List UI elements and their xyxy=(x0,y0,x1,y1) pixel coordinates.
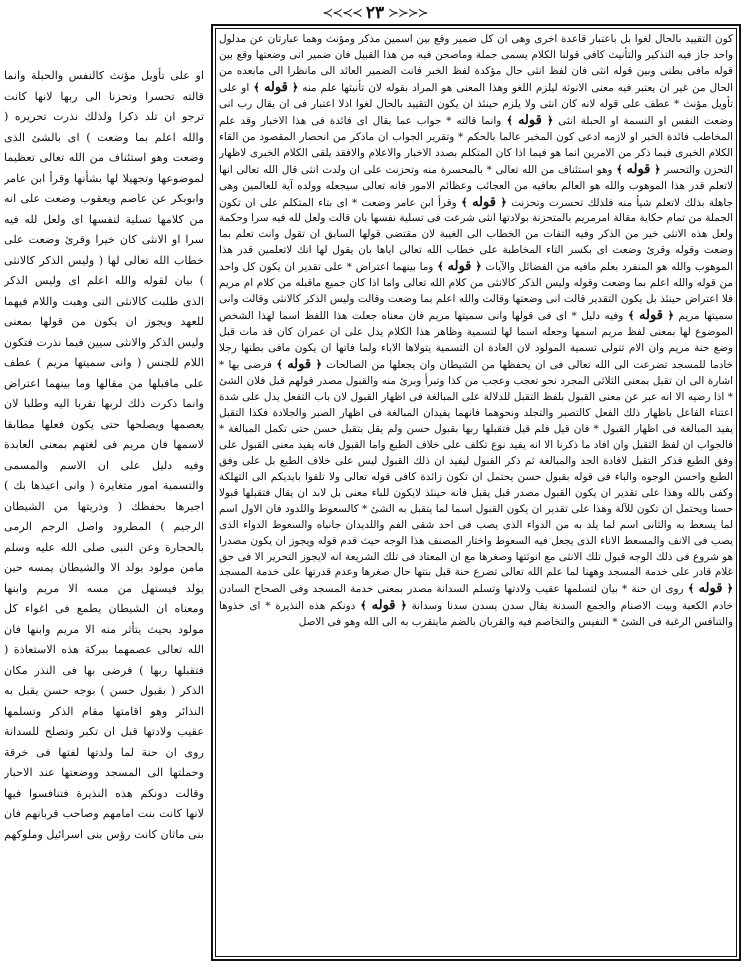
passage-text: وقرأ ابن عامر وضعت * اى بتاء المتكلم على ان تكون الجملة من تمام حكاية مقالة امرمريم بالمتحزنة بولادتها انثى شرعت فى تسلية نفسها بان قالت ولعل لله فيه سرا وحكمة ولعل هذه الانثى خير من الذكر وفيه التفات من الخطاب الى الغيبة لان مقتضى قولها السابق ان تقول وانت تعلم بما وضعت وقوله وقرئ وضعت اى بكسر التاء المخاطبة على خطاب الله تعالى اياها بان يقول لها انك لاتعلمين قدر هذا الموهوب والله هو المنفرد بعلم مافيه من الفضائل والآيات xyxy=(219,196,733,274)
passage-text: دونكم هذه النذيرة * اى خذوها والتنافس الرغبة فى الشئ * النفيس والتخاصم فيه والقربان بالضم مايتقرب به الى الله وهو فى الاصل xyxy=(219,600,733,629)
passage-text: فرضى بها * اشارة الى ان تقبل بمعنى الثلاثى المجرد نحو تعجب وعجب من كذا وتبرأ وبرئ منه والقبول مصدر قولهم قبل فلان الشئ * اذا رضيه الا انه عبر عن معنى القبول بلفظ التقبل للدلالة على المبالغة فى اظهار القبول لان باب التفعل يدل على شدة اعتناء الفاعل باظهار ذلك الفعل كالتصبر والتجلد ونحوهما فانهما يفيدان المبالغة فى اظهار الصبر والجلادة فكذا التقبل يفيد المبالغة فى اظهار القبول * فان قيل فلم قيل فتقبلها ربها بقبول حسن ولم يقل بتقبل حسن حتى تكمل المبالغة * فالجواب ان لفظ التقبل وان افاد ما ذكرنا الا انه يفيد نوع تكلف على خلاف الطبع واما القبول فانه يفيد معنى القبول على وفق الطبع فذكر التقبل لافادة الجد والمبالغة ثم ذكر القبول ليفيد ان ذلك القبول ليس على خلاف الطبع بل على وفق الطبع واحسن الوجوه والباء فى قوله بقبول حسن يحتمل ان تكون زائدة كافى قوله تعالى ولا تلقوا بايديكم الى التهلكة وكفى بالله وهذا على تقدير ان يكون القبول مصدر قبل يقبل فانه حينئذ لايكون للباء معنى بل لابد ان يقال فتقبلها قبولا حسنا ويحتمل ان تكون للآلة وهذا على تقدير ان يكون القبول اسما لما يتقبل به الشئ * كالسعوط واللدود فان الاول اسم لما يسعط به والثانى اسم لما يلد به من الدواء الذى يصب فى احد شقى الفم واللديدان جانباه والسعوط الدواء الذى يصب فى الانف والمسعط الاناء الذى يجعل فيه السعوط واختار المصنف هذا الوجه حيث قدم قوله ويجوز ان يكون مصدرا هو شروع فى ذلك الوجه قبول تلك الانثى مع انوثتها وصغرها مع ان المعتاد فى تلك الشريعة انه لايجوز التحرير الا فى حق غلام قادر على خدمة المسجد وههنا لما علم الله تعالى تضرع حنة قبل بنتها حال صغرها وعدم قدرتها على خدمة المسجد xyxy=(219,359,733,579)
commentary-passage xyxy=(219,583,733,612)
passage-marker: ﴾ xyxy=(249,81,264,94)
commentary-passage xyxy=(219,600,733,628)
passage-marker: ﴾ xyxy=(271,359,288,372)
passage-marker: ﴿ xyxy=(662,310,674,323)
passage-marker: ﴿ xyxy=(287,81,299,94)
passage-marker: ﴾ xyxy=(501,114,518,127)
passage-marker: ﴾ xyxy=(612,163,627,176)
passage-marker: ﴾ xyxy=(683,583,699,596)
page-number: ٢٣ xyxy=(365,2,385,23)
main-commentary-frame xyxy=(211,24,741,961)
margin-quran-commentary: او على تأويل مؤنث كالنفس والحبلة وانما قالته تحسرا وتحزنا الى ربها لانها كانت ترجو ان تلد ذكرا ولذلك نذرت تحريره ( والله اعلم بما وضعت ) اى بالشئ الذى وضعت وهو استئناف من الله تعالى تعظيما لموضوعها وتجهيلا لها بشأنها وقرأ ابن عامر وابوبكر عن عاصم ويعقوب وضعت على انه من كلامها تسلية لنفسها اى ولعل لله فيه سرا او الانثى كان خيرا وقرئ وضعت على خطاب الله تعالى لها ( وليس الذكر كالانثى ) بيان لقوله والله اعلم اى وليس الذكر الذى طلبت كالانثى التى وهبت واللام فيهما للعهد ويجوز ان يكون من قولها بمعنى وليس الذكر والانثى سيين فيما نذرت فتكون اللام للجنس ( وانى سميتها مريم ) عطف على ماقبلها من مقالها وما بينهما اعتراض وانما ذكرت ذلك لربها تقربا اليه وطلبا لان يعصمها ويصلحها حتى يكون فعلها مطابقا لاسمها فان مريم فى لغتهم بمعنى العابدة وفيه دليل على ان الاسم والمسمى والتسمية امور متغايرة ( وانى اعيذها بك ) اجيرها بحفظك ( وذريتها من الشيطان الرجيم ) المطرود واصل الرجم الرمى بالحجارة وعن النبى صلى الله عليه وسلم مامن مولود يولد الا والشيطان يمسه حين يولد فيستهل من مسه الا مريم وابنها ومعناه ان الشيطان يطمع فى اغواء كل مولود بحيث يتأثر منه الا مريم وابنها فان الله تعالى عصمهما ببركة هذه الاستعاذة ( فتقبلها ربها ) فرضى بها فى النذر مكان الذكر ( بقبول حسن ) بوجه حسن يقبل به النذائر وهو اقامتها مقام الذكر وتسلمها عقيب ولادتها قبل ان تكبر وتصلح للسدانة روى ان حنة لما ولدتها لفتها فى خرقة وحملتها الى المسجد ووضعتها عند الاحبار وقالت دونكم هذه النذيرة فتنافسوا فيها لانها كانت بنت امامهم وصاحب قربانهم فان بنى ماثان كانت رؤس بنى اسرائيل وملوكهم xyxy=(4,69,204,841)
passage-marker: ﴾ xyxy=(623,310,640,323)
passage-marker: ﴿ xyxy=(541,114,554,127)
header-ornament-left: ≺≺≺≺ xyxy=(322,5,362,21)
passage-text: كون التقييد بالحال لغوا بل باعتبار قاعدة اخرى وهى ان كل ضمير وقع بين اسمين مذكر ومؤنث وهما عبارتان عن مدلول واحد جاز فيه التذكير والتأنيث كافى قولنا الكلام يسمى جملة وماصحن فيه من هذا القبيل فان ضمير انى وضعتها وقع بين قوله مافى بطنى وبين قوله انثى فان لفظ انثى حال مؤكدة لفظ الخبر فانت الضمير العائد الى مانظرا الى مابعده من الحال من غير ان يعتبر فيه معنى الانوثة ليلزم اللغو وهذا المعنى هو المراد بقوله لان تأنيثها علم منه xyxy=(219,33,733,94)
passage-keyword: قوله xyxy=(517,112,542,128)
passage-marker: ﴾ xyxy=(433,261,448,274)
passage-keyword: قوله xyxy=(263,79,288,95)
passage-marker: ﴿ xyxy=(311,359,322,372)
passage-text: وانما قالته * جواب عما يقال اى فائدة فى هذا الاخبار وقد علم المخاطب فائدة الخبر او لازمه ادعى كون المخبر عالما بالحكم * وتقرير الجواب ان ماذكر من انحصار المقصود من القاء الكلام الخبرى فيما ذكر من الامرين انما هو فيما اذا كان المتكلم بصدد الاخبار والاعلام والافقد يلقى الكلام الخبرى لاظهار التحزن والتحسر xyxy=(219,114,733,176)
passage-marker: ﴾ xyxy=(355,600,372,613)
passage-keyword: قوله xyxy=(447,259,472,275)
passage-keyword: قوله xyxy=(626,161,651,177)
commentary-passage xyxy=(219,33,733,94)
commentary-passage xyxy=(219,161,733,209)
commentary-passage xyxy=(219,194,733,274)
passage-text: وهو استئناف من الله تعالى * بالمحسرة منه وتحزنت على ان ولدت انثى قال الله تعالى انها لاتعلم قدر هذا الموهوب والله هو العالم بعافيه من العجائب وعظائم الامور فانه تعالى سيجعله وولده آية للعالمين وهى جاهلة بذلك لاتعلم شيأ منه فلذلك تحسرت وتحزنت xyxy=(219,163,733,209)
passage-text: روى ان حنة * بيان لتسلمها عقيب ولادتها وتسلم السدانة مصدر بمعنى خدمة المسجد وفى الصحاح السادن خادم الكعبة وبيت الاصنام والجمع السدنة يقال سدن يسدن سدنا وسدانة xyxy=(219,583,733,613)
commentary-passage xyxy=(219,359,733,578)
commentary-passage xyxy=(219,310,733,371)
passage-text: او على تأويل مؤنث * عطف على قوله لانه كان انثى ولا يلزم حينئذ ان يكون التقييد بالحال لغوا اذلا اعتبار فى ان يقال رب انى وضعت النفس او النسمة او الحبلة انثى xyxy=(219,81,733,127)
header-ornament-right: ≻≻≻≻ xyxy=(388,5,428,21)
passage-marker: ﴿ xyxy=(722,583,733,596)
passage-text: وما بينهما اعتراض * على تقدير ان يكون كل واحد من قوله والله اعلم بما وضعت وقوله وليس الذكر كالانثى من كلام الله تعالى واما اذا كان جميع ماقبله من كلام ام مريم فلا اعتراض حينئذ بل يكون التقدير قالت انى وضعتها وقالت والله اعلم بما وضعت وقالت وليس الذكر كالانثى وقالت وانى سميتها مريم xyxy=(219,261,733,323)
passage-marker: ﴿ xyxy=(495,196,507,209)
commentary-passage xyxy=(219,112,733,176)
passage-marker: ﴿ xyxy=(650,163,661,176)
passage-keyword: قوله xyxy=(639,308,663,324)
passage-text: وفيه دليل * اى فى قولها وانى سميتها مريم فان معناه جعلت هذا اللفظ اسما لهذا الشخص الموضوع لها بمعنى لفظ مريم اسمها وجعله اسما لها لتسمية وظاهر هذا الكلام يدل على ان عمران كان قد مات قبل وضع حنة مريم وان الام تتولى تسمية المولود لان العادة ان التسمية يتولاها الاباء ولما فاتها ان يكون مافى بطنها رجلا خادما للمسجد تضرعت الى الله تعالى فى ان يحفظها من الشيطان وان يجعلها من الصالحات xyxy=(219,310,733,372)
page-header xyxy=(0,2,750,24)
passage-marker: ﴿ xyxy=(471,261,482,274)
passage-marker: ﴿ xyxy=(395,600,407,613)
passage-keyword: قوله xyxy=(698,581,723,597)
passage-keyword: قوله xyxy=(371,598,396,614)
passage-marker: ﴾ xyxy=(456,196,473,209)
passage-keyword: قوله xyxy=(287,357,312,373)
commentary-passage xyxy=(219,261,733,322)
passage-keyword: قوله xyxy=(472,194,496,210)
main-commentary-text xyxy=(219,32,733,955)
commentary-passage xyxy=(219,79,733,127)
